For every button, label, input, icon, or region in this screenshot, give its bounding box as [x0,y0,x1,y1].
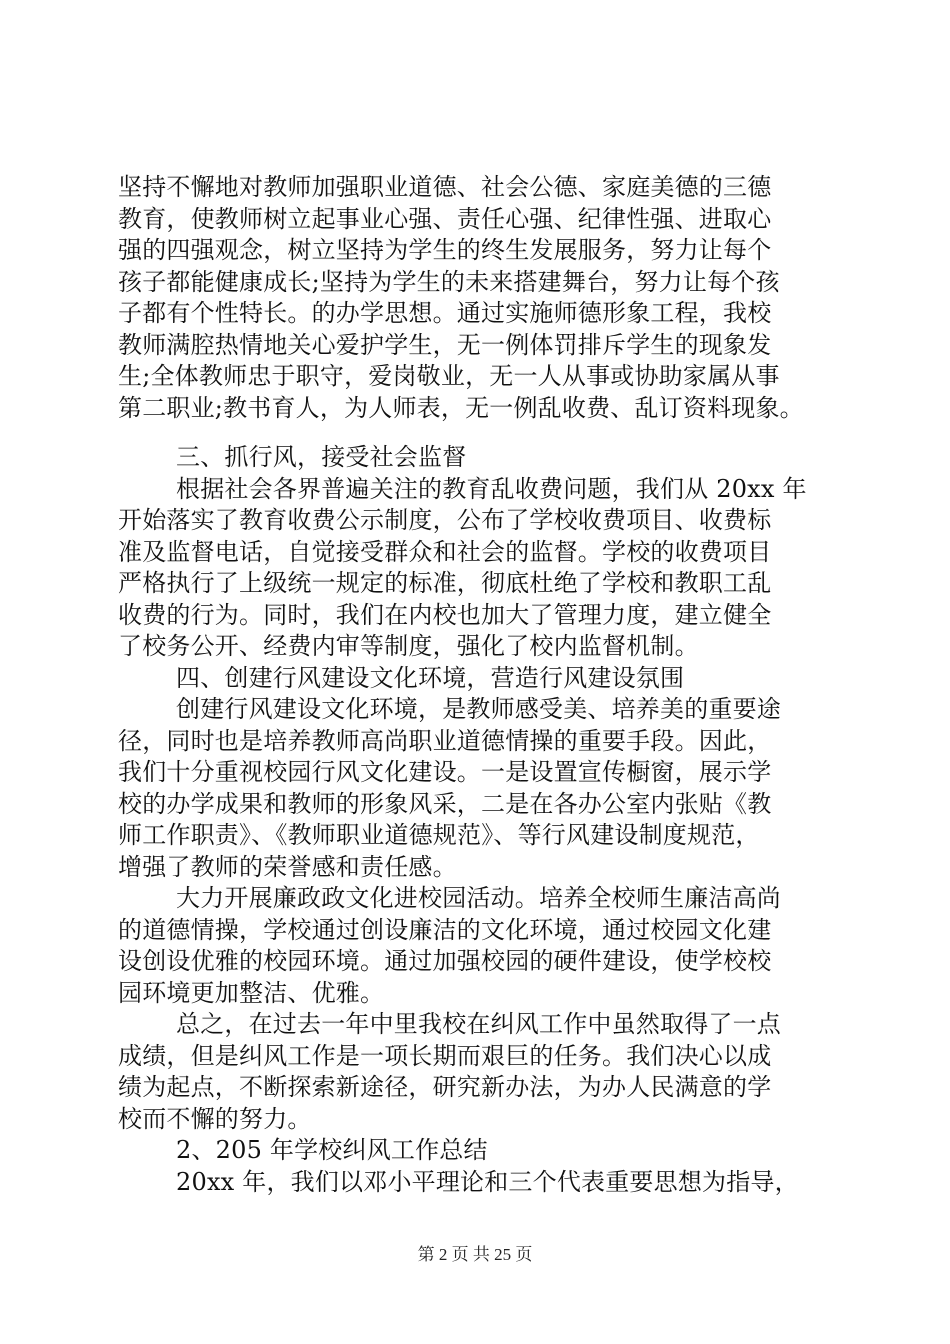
page-number-footer: 第 2 页 共 25 页 [417,1245,533,1264]
paragraph-culture-environment [118,694,838,883]
text-line: 收费的行为。同时，我们在内校也加大了管理力度，建立健全 [118,600,772,629]
article-heading: 2、205 年学校纠风工作总结 [176,1136,488,1164]
text-line: 径，同时也是培养教师高尚职业道德情操的重要手段。因此， [118,726,772,755]
paragraph-summary [118,1009,838,1135]
text-line: 增强了教师的荣誉感和责任感。 [118,852,457,881]
text-line: 校的办学成果和教师的形象风采，二是在各办公室内张贴《教 [118,789,772,818]
text-line: 准及监督电话，自觉接受群众和社会的监督。学校的收费项目 [118,537,772,566]
text-line: 20xx 年，我们以邓小平理论和三个代表重要思想为指导， [176,1167,799,1196]
text-line: 的道德情操，学校通过创设廉洁的文化环境，通过校园文化建 [118,915,772,944]
text-line: 设创设优雅的校园环境。通过加强校园的硬件建设，使学校校 [118,947,772,975]
text-line: 教师满腔热情地关心爱护学生，无一例体罚排斥学生的现象发 [118,330,772,359]
text-line: 成绩，但是纠风工作是一项长期而艰巨的任务。我们决心以成 [118,1041,772,1070]
text-line: 坚持不懈地对教师加强职业道德、社会公德、家庭美德的三德 [118,173,772,201]
paragraph-teacher-ethics [118,172,838,424]
text-line: 了校务公开、经费内审等制度，强化了校内监督机制。 [118,632,699,660]
paragraph-integrity-culture [118,883,838,1009]
text-line: 创建行风建设文化环境，是教师感受美、培养美的重要途 [176,695,781,723]
text-line: 严格执行了上级统一规定的标准，彻底杜绝了学校和教职工乱 [118,569,772,597]
text-line: 子都有个性特长。的办学思想。通过实施师德形象工程，我校 [118,299,772,327]
text-line: 我们十分重视校园行风文化建设。一是设置宣传橱窗，展示学 [118,758,772,786]
text-line: 根据社会各界普遍关注的教育乱收费问题，我们从 20xx 年 [176,474,807,503]
text-line: 孩子都能健康成长;坚持为学生的未来搭建舞台，努力让每个孩 [118,267,780,296]
text-line: 师工作职责》、《教师职业道德规范》、等行风建设制度规范， [118,821,760,849]
document-body [118,172,838,1198]
text-line: 生;全体教师忠于职守，爱岗敬业，无一人从事或协助家属从事 [118,362,780,390]
paragraph-gap [118,424,838,442]
text-line: 开始落实了教育收费公示制度，公布了学校收费项目、收费标 [118,506,772,534]
text-line: 园环境更加整洁、优雅。 [118,978,385,1007]
section-heading: 四、创建行风建设文化环境，营造行风建设氛围 [176,663,685,692]
text-line: 绩为起点，不断探索新途径，研究新办法，为办人民满意的学 [118,1073,772,1101]
text-line: 校而不懈的努力。 [118,1104,312,1133]
text-line: 大力开展廉政政文化进校园活动。培养全校师生廉洁高尚 [176,884,781,912]
text-line: 教育，使教师树立起事业心强、责任心强、纪律性强、进取心 [118,204,772,233]
text-line: 第二职业;教书育人，为人师表，无一例乱收费、乱订资料现象。 [118,393,804,422]
text-line: 总之，在过去一年中里我校在纠风工作中虽然取得了一点 [176,1010,781,1038]
paragraph-fee-supervision [118,474,838,663]
text-line: 强的四强观念，树立坚持为学生的终生发展服务，努力让每个 [118,236,772,264]
section-heading: 三、抓行风，接受社会监督 [176,443,467,471]
paragraph-next-article [118,1167,838,1199]
